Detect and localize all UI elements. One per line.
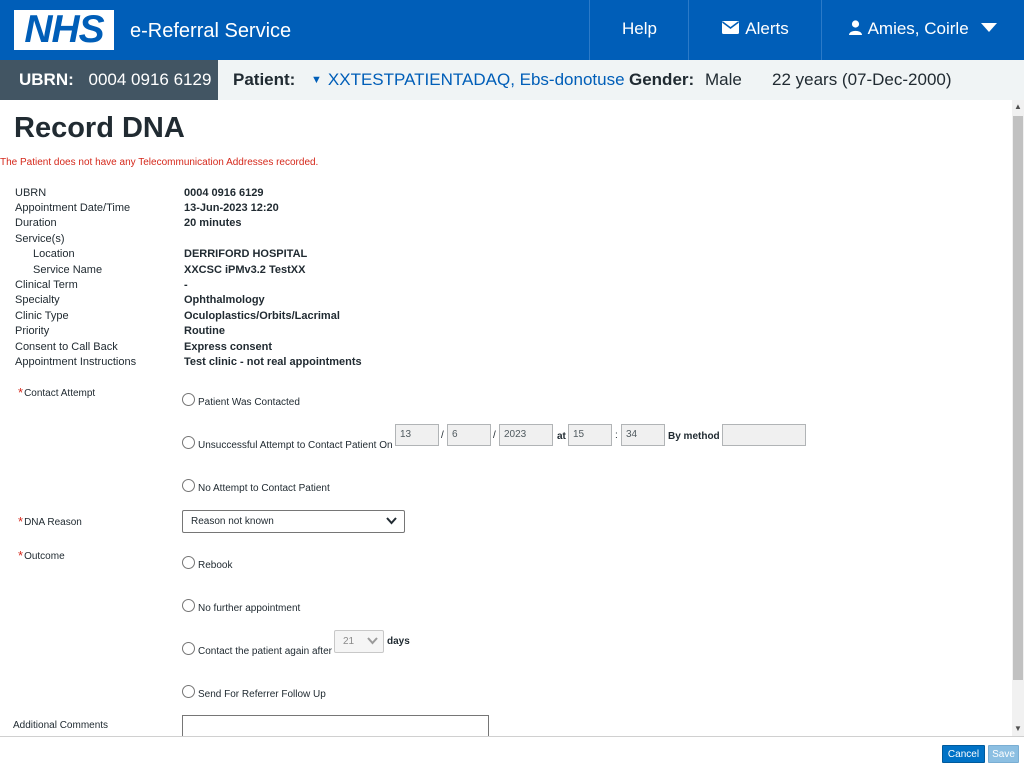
main-content (0, 100, 1012, 736)
radio-no-attempt[interactable] (182, 479, 330, 492)
time-separator: : (615, 430, 618, 441)
detail-value: - (184, 279, 188, 291)
contact-again-days-value: 21 (343, 636, 355, 647)
gender-label: Gender: (629, 70, 695, 89)
radio-button[interactable] (182, 393, 195, 406)
banner-ubrn-label: UBRN: (19, 70, 74, 89)
required-marker: * (18, 385, 24, 400)
telecom-warning: The Patient does not have any Telecommunication Addresses recorded. (0, 157, 319, 168)
radio-label: Patient Was Contacted (198, 397, 300, 408)
detail-value: DERRIFORD HOSPITAL (184, 248, 308, 260)
radio-button[interactable] (182, 685, 195, 698)
radio-button[interactable] (182, 556, 195, 569)
detail-value: 20 minutes (184, 217, 242, 229)
attempt-year-input[interactable]: 2023 (499, 424, 553, 446)
detail-value: XXCSC iPMv3.2 TestXX (184, 264, 306, 276)
additional-comments-textarea[interactable] (182, 715, 489, 736)
detail-value: 13-Jun-2023 12:20 (184, 202, 279, 214)
gender-value: Male (705, 70, 742, 89)
radio-label: Rebook (198, 560, 233, 571)
help-link[interactable] (589, 0, 689, 60)
radio-label: Send For Referrer Follow Up (198, 689, 326, 700)
banner-ubrn-value: 0004 0916 6129 (88, 70, 212, 89)
radio-rebook[interactable] (182, 556, 232, 569)
contact-again-days-select[interactable] (334, 630, 384, 653)
detail-label: Priority (15, 325, 50, 337)
radio-contact-again[interactable] (182, 642, 332, 655)
detail-value: Routine (184, 325, 225, 337)
by-method-label: By method (668, 431, 720, 442)
by-method-input[interactable] (722, 424, 806, 446)
scroll-down-arrow-icon[interactable]: ▼ (1014, 724, 1022, 733)
required-marker: * (18, 548, 24, 563)
detail-value: Oculoplastics/Orbits/Lacrimal (184, 310, 340, 322)
contact-attempt-label: *Contact Attempt (18, 385, 96, 400)
patient-name: XXTESTPATIENTADAQ, Ebs-donotuse (327, 70, 625, 89)
radio-button[interactable] (182, 479, 195, 492)
detail-value: 0004 0916 6129 (184, 187, 264, 199)
detail-label: Location (33, 248, 75, 260)
age-dob: 22 years (07-Dec-2000) (772, 70, 952, 89)
attempt-day-input[interactable]: 13 (395, 424, 439, 446)
required-marker: * (18, 514, 24, 529)
detail-label: UBRN (15, 187, 47, 199)
detail-label: Service(s) (15, 233, 65, 245)
detail-label: Clinic Type (15, 310, 69, 322)
alerts-link[interactable] (688, 0, 822, 60)
chevron-down-icon (981, 23, 997, 33)
patient-name-toggle[interactable] (311, 70, 625, 90)
radio-button[interactable] (182, 599, 195, 612)
additional-comments-label: Additional Comments (13, 720, 109, 731)
detail-value: Express consent (184, 341, 273, 353)
at-label: at (557, 431, 566, 442)
nhs-logo[interactable]: NHS (14, 10, 114, 50)
footer-bar (0, 736, 1024, 768)
date-separator: / (493, 430, 496, 441)
chevron-down-icon (367, 636, 378, 645)
outcome-label: *Outcome (18, 548, 65, 563)
detail-label: Appointment Instructions (15, 356, 137, 368)
radio-label: No Attempt to Contact Patient (198, 483, 330, 494)
radio-button[interactable] (182, 642, 195, 655)
caret-down-icon: ▼ (311, 74, 322, 86)
user-icon (849, 20, 862, 35)
alerts-label: Alerts (745, 19, 789, 38)
dna-reason-label: *DNA Reason (18, 514, 82, 529)
date-separator: / (441, 430, 444, 441)
attempt-hour-input[interactable]: 15 (568, 424, 612, 446)
vertical-scrollbar[interactable] (1012, 100, 1024, 736)
scroll-up-arrow-icon[interactable]: ▲ (1014, 102, 1022, 111)
detail-label: Appointment Date/Time (15, 202, 131, 214)
attempt-month-input[interactable]: 6 (447, 424, 491, 446)
detail-label: Clinical Term (15, 279, 78, 291)
radio-unsuccessful-attempt[interactable] (182, 436, 393, 449)
dna-reason-select[interactable] (182, 510, 405, 533)
attempt-minute-input[interactable]: 34 (621, 424, 665, 446)
help-label: Help (622, 19, 657, 38)
patient-label: Patient: (233, 70, 296, 89)
banner-ubrn (0, 60, 218, 100)
detail-value: Ophthalmology (184, 294, 265, 306)
user-menu[interactable] (821, 0, 1024, 60)
radio-label: Unsuccessful Attempt to Contact Patient On (198, 440, 393, 451)
days-label: days (387, 636, 410, 647)
service-name: e-Referral Service (130, 20, 292, 42)
dna-reason-value: Reason not known (191, 516, 274, 527)
detail-label: Duration (15, 217, 57, 229)
radio-label: No further appointment (198, 603, 301, 614)
patient-banner (0, 60, 1024, 100)
cancel-button[interactable]: Cancel (942, 745, 985, 763)
radio-no-further-appointment[interactable] (182, 599, 300, 612)
radio-button[interactable] (182, 436, 195, 449)
detail-label: Consent to Call Back (15, 341, 118, 353)
radio-label: Contact the patient again after (198, 646, 332, 657)
page-title: Record DNA (14, 112, 185, 144)
detail-value: Test clinic - not real appointments (184, 356, 362, 368)
user-name: Amies, Coirle (867, 19, 969, 38)
radio-patient-contacted[interactable] (182, 393, 300, 406)
save-button[interactable]: Save (988, 745, 1019, 763)
envelope-icon (722, 21, 739, 34)
detail-label: Specialty (15, 294, 60, 306)
radio-referrer-follow-up[interactable] (182, 685, 326, 698)
detail-label: Service Name (33, 264, 103, 276)
scrollbar-thumb[interactable] (1013, 116, 1023, 680)
chevron-down-icon (386, 516, 397, 525)
top-header (0, 0, 1024, 60)
